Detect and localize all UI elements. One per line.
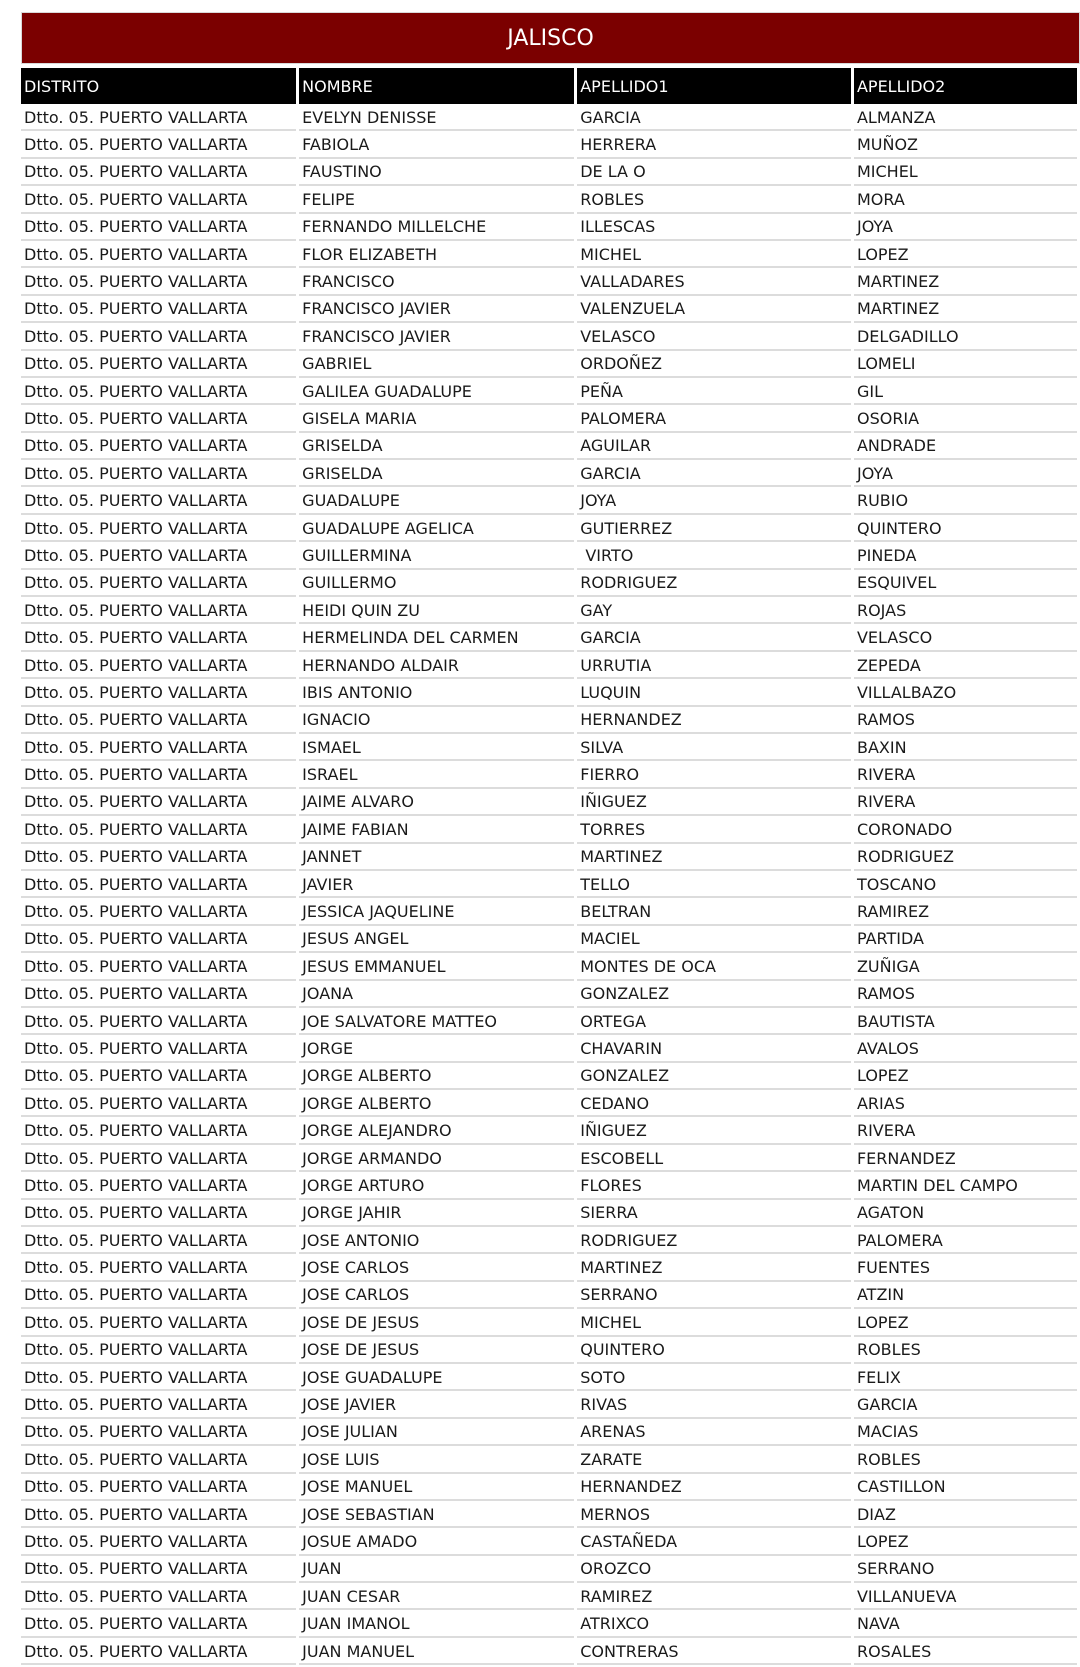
cell-apellido2: MACIAS: [854, 1421, 1077, 1446]
cell-apellido2: ALMANZA: [854, 106, 1077, 131]
column-header-apellido2: APELLIDO2: [854, 68, 1077, 104]
cell-apellido2: BAXIN: [854, 736, 1077, 761]
cell-distrito: Dtto. 05. PUERTO VALLARTA: [21, 1339, 296, 1364]
table-row: [21, 188, 1077, 213]
cell-nombre: ISMAEL: [299, 736, 574, 761]
cell-nombre: JUAN IMANOL: [299, 1612, 574, 1637]
cell-distrito: Dtto. 05. PUERTO VALLARTA: [21, 325, 296, 350]
cell-apellido1: ILLESCAS: [577, 216, 851, 241]
cell-distrito: Dtto. 05. PUERTO VALLARTA: [21, 1366, 296, 1391]
cell-apellido1: SERRANO: [577, 1284, 851, 1309]
cell-distrito: Dtto. 05. PUERTO VALLARTA: [21, 763, 296, 788]
cell-apellido1: RIVAS: [577, 1393, 851, 1418]
cell-distrito: Dtto. 05. PUERTO VALLARTA: [21, 1311, 296, 1336]
cell-apellido1: MICHEL: [577, 243, 851, 268]
table-row: [21, 1476, 1077, 1501]
cell-distrito: Dtto. 05. PUERTO VALLARTA: [21, 654, 296, 679]
cell-nombre: JOSE DE JESUS: [299, 1311, 574, 1336]
cell-distrito: Dtto. 05. PUERTO VALLARTA: [21, 1229, 296, 1254]
table-row: [21, 873, 1077, 898]
cell-apellido1: VELASCO: [577, 325, 851, 350]
cell-distrito: Dtto. 05. PUERTO VALLARTA: [21, 681, 296, 706]
cell-apellido1: GARCIA: [577, 626, 851, 651]
cell-nombre: GRISELDA: [299, 462, 574, 487]
cell-distrito: Dtto. 05. PUERTO VALLARTA: [21, 1037, 296, 1062]
cell-apellido2: MARTINEZ: [854, 298, 1077, 323]
cell-apellido2: AGATON: [854, 1202, 1077, 1227]
cell-distrito: Dtto. 05. PUERTO VALLARTA: [21, 1256, 296, 1281]
cell-nombre: IGNACIO: [299, 709, 574, 734]
table-row: [21, 709, 1077, 734]
cell-apellido1: GONZALEZ: [577, 1065, 851, 1090]
cell-apellido2: VILLANUEVA: [854, 1585, 1077, 1610]
cell-apellido2: MUÑOZ: [854, 133, 1077, 158]
table-row: [21, 1612, 1077, 1637]
cell-apellido2: GARCIA: [854, 1393, 1077, 1418]
cell-distrito: Dtto. 05. PUERTO VALLARTA: [21, 709, 296, 734]
cell-distrito: Dtto. 05. PUERTO VALLARTA: [21, 818, 296, 843]
cell-apellido1: ESCOBELL: [577, 1147, 851, 1172]
cell-apellido2: ROSALES: [854, 1640, 1077, 1665]
column-header-nombre: NOMBRE: [299, 68, 574, 104]
cell-distrito: Dtto. 05. PUERTO VALLARTA: [21, 1092, 296, 1117]
cell-apellido2: PARTIDA: [854, 928, 1077, 953]
cell-apellido2: RUBIO: [854, 489, 1077, 514]
cell-distrito: Dtto. 05. PUERTO VALLARTA: [21, 1393, 296, 1418]
cell-nombre: FRANCISCO JAVIER: [299, 325, 574, 350]
cell-distrito: Dtto. 05. PUERTO VALLARTA: [21, 489, 296, 514]
cell-nombre: JORGE ALEJANDRO: [299, 1119, 574, 1144]
cell-nombre: HERMELINDA DEL CARMEN: [299, 626, 574, 651]
table-row: [21, 846, 1077, 871]
cell-apellido2: LOPEZ: [854, 1065, 1077, 1090]
cell-apellido2: SERRANO: [854, 1558, 1077, 1583]
table-row: [21, 1448, 1077, 1473]
cell-apellido1: BELTRAN: [577, 900, 851, 925]
cell-apellido2: LOPEZ: [854, 1530, 1077, 1555]
cell-distrito: Dtto. 05. PUERTO VALLARTA: [21, 188, 296, 213]
cell-apellido1: URRUTIA: [577, 654, 851, 679]
table-row: [21, 599, 1077, 624]
cell-nombre: JAIME FABIAN: [299, 818, 574, 843]
cell-apellido1: HERNANDEZ: [577, 1476, 851, 1501]
table-row: [21, 133, 1077, 158]
cell-distrito: Dtto. 05. PUERTO VALLARTA: [21, 626, 296, 651]
table-row: [21, 1530, 1077, 1555]
cell-apellido1: ARENAS: [577, 1421, 851, 1446]
cell-apellido1: QUINTERO: [577, 1339, 851, 1364]
cell-apellido1: OROZCO: [577, 1558, 851, 1583]
table-row: [21, 1092, 1077, 1117]
cell-nombre: JOSE SEBASTIAN: [299, 1503, 574, 1528]
cell-apellido2: VELASCO: [854, 626, 1077, 651]
cell-nombre: GUILLERMO: [299, 572, 574, 597]
cell-nombre: FABIOLA: [299, 133, 574, 158]
cell-apellido2: RAMOS: [854, 709, 1077, 734]
cell-distrito: Dtto. 05. PUERTO VALLARTA: [21, 900, 296, 925]
cell-distrito: Dtto. 05. PUERTO VALLARTA: [21, 1284, 296, 1309]
table-row: [21, 1119, 1077, 1144]
cell-apellido1: GARCIA: [577, 462, 851, 487]
cell-apellido2: ANDRADE: [854, 435, 1077, 460]
table-row: [21, 736, 1077, 761]
table-row: [21, 983, 1077, 1008]
cell-distrito: Dtto. 05. PUERTO VALLARTA: [21, 846, 296, 871]
cell-nombre: JORGE ARMANDO: [299, 1147, 574, 1172]
cell-nombre: JOSE JAVIER: [299, 1393, 574, 1418]
cell-apellido2: ATZIN: [854, 1284, 1077, 1309]
cell-nombre: GALILEA GUADALUPE: [299, 380, 574, 405]
cell-distrito: Dtto. 05. PUERTO VALLARTA: [21, 380, 296, 405]
cell-apellido2: ESQUIVEL: [854, 572, 1077, 597]
cell-distrito: Dtto. 05. PUERTO VALLARTA: [21, 791, 296, 816]
cell-distrito: Dtto. 05. PUERTO VALLARTA: [21, 1147, 296, 1172]
cell-nombre: JORGE ARTURO: [299, 1174, 574, 1199]
table-row: [21, 928, 1077, 953]
cell-nombre: JOSE LUIS: [299, 1448, 574, 1473]
cell-apellido1: FIERRO: [577, 763, 851, 788]
cell-nombre: JUAN: [299, 1558, 574, 1583]
cell-apellido1: DE LA O: [577, 161, 851, 186]
cell-apellido2: MARTIN DEL CAMPO: [854, 1174, 1077, 1199]
cell-apellido2: NAVA: [854, 1612, 1077, 1637]
cell-distrito: Dtto. 05. PUERTO VALLARTA: [21, 462, 296, 487]
column-header-apellido1: APELLIDO1: [577, 68, 851, 104]
cell-distrito: Dtto. 05. PUERTO VALLARTA: [21, 572, 296, 597]
table-row: [21, 1503, 1077, 1528]
cell-apellido1: HERRERA: [577, 133, 851, 158]
cell-nombre: GUILLERMINA: [299, 544, 574, 569]
cell-distrito: Dtto. 05. PUERTO VALLARTA: [21, 1119, 296, 1144]
table-row: [21, 161, 1077, 186]
cell-apellido1: ATRIXCO: [577, 1612, 851, 1637]
cell-nombre: FERNANDO MILLELCHE: [299, 216, 574, 241]
table-row: [21, 654, 1077, 679]
cell-nombre: JESUS EMMANUEL: [299, 955, 574, 980]
cell-apellido1: VALENZUELA: [577, 298, 851, 323]
cell-apellido2: RIVERA: [854, 791, 1077, 816]
cell-apellido2: QUINTERO: [854, 517, 1077, 542]
cell-apellido1: RODRIGUEZ: [577, 572, 851, 597]
cell-distrito: Dtto. 05. PUERTO VALLARTA: [21, 1421, 296, 1446]
cell-nombre: JOSE CARLOS: [299, 1256, 574, 1281]
cell-apellido2: LOPEZ: [854, 1311, 1077, 1336]
cell-apellido1: GAY: [577, 599, 851, 624]
cell-nombre: JANNET: [299, 846, 574, 871]
cell-apellido2: PALOMERA: [854, 1229, 1077, 1254]
cell-nombre: JUAN CESAR: [299, 1585, 574, 1610]
table-row: [21, 462, 1077, 487]
cell-nombre: EVELYN DENISSE: [299, 106, 574, 131]
cell-apellido2: LOMELI: [854, 353, 1077, 378]
table-row: [21, 1558, 1077, 1583]
column-header-distrito: DISTRITO: [21, 68, 296, 104]
cell-apellido2: ROJAS: [854, 599, 1077, 624]
cell-apellido2: RAMIREZ: [854, 900, 1077, 925]
table-row: [21, 489, 1077, 514]
cell-distrito: Dtto. 05. PUERTO VALLARTA: [21, 133, 296, 158]
cell-apellido1: MARTINEZ: [577, 1256, 851, 1281]
cell-apellido1: VALLADARES: [577, 270, 851, 295]
cell-distrito: Dtto. 05. PUERTO VALLARTA: [21, 407, 296, 432]
cell-nombre: JORGE ALBERTO: [299, 1065, 574, 1090]
cell-nombre: GUADALUPE AGELICA: [299, 517, 574, 542]
table-row: [21, 1393, 1077, 1418]
cell-distrito: Dtto. 05. PUERTO VALLARTA: [21, 1065, 296, 1090]
cell-distrito: Dtto. 05. PUERTO VALLARTA: [21, 161, 296, 186]
cell-nombre: JAIME ALVARO: [299, 791, 574, 816]
cell-distrito: Dtto. 05. PUERTO VALLARTA: [21, 544, 296, 569]
cell-nombre: JOSE CARLOS: [299, 1284, 574, 1309]
cell-distrito: Dtto. 05. PUERTO VALLARTA: [21, 1585, 296, 1610]
cell-apellido1: MACIEL: [577, 928, 851, 953]
table-row: [21, 1202, 1077, 1227]
table-row: [21, 1585, 1077, 1610]
cell-apellido2: JOYA: [854, 216, 1077, 241]
cell-apellido1: RAMIREZ: [577, 1585, 851, 1610]
cell-distrito: Dtto. 05. PUERTO VALLARTA: [21, 983, 296, 1008]
table-row: [21, 818, 1077, 843]
cell-apellido2: BAUTISTA: [854, 1010, 1077, 1035]
cell-apellido2: FELIX: [854, 1366, 1077, 1391]
cell-apellido1: AGUILAR: [577, 435, 851, 460]
table-row: [21, 353, 1077, 378]
cell-distrito: Dtto. 05. PUERTO VALLARTA: [21, 928, 296, 953]
table-row: [21, 1065, 1077, 1090]
cell-nombre: JOSE MANUEL: [299, 1476, 574, 1501]
cell-apellido1: CEDANO: [577, 1092, 851, 1117]
cell-apellido2: ZEPEDA: [854, 654, 1077, 679]
header-row: [21, 68, 1077, 104]
cell-distrito: Dtto. 05. PUERTO VALLARTA: [21, 1640, 296, 1665]
cell-apellido2: PINEDA: [854, 544, 1077, 569]
table-row: [21, 900, 1077, 925]
cell-apellido1: ORTEGA: [577, 1010, 851, 1035]
cell-distrito: Dtto. 05. PUERTO VALLARTA: [21, 955, 296, 980]
cell-nombre: JOSE ANTONIO: [299, 1229, 574, 1254]
table-row: [21, 1037, 1077, 1062]
cell-apellido2: MARTINEZ: [854, 270, 1077, 295]
cell-apellido2: ZUÑIGA: [854, 955, 1077, 980]
cell-apellido1: CASTAÑEDA: [577, 1530, 851, 1555]
cell-nombre: HERNANDO ALDAIR: [299, 654, 574, 679]
cell-apellido2: TOSCANO: [854, 873, 1077, 898]
cell-apellido1: FLORES: [577, 1174, 851, 1199]
cell-distrito: Dtto. 05. PUERTO VALLARTA: [21, 1530, 296, 1555]
cell-apellido1: PALOMERA: [577, 407, 851, 432]
cell-apellido2: ARIAS: [854, 1092, 1077, 1117]
cell-apellido2: RODRIGUEZ: [854, 846, 1077, 871]
cell-apellido1: GARCIA: [577, 106, 851, 131]
cell-distrito: Dtto. 05. PUERTO VALLARTA: [21, 353, 296, 378]
table-row: [21, 325, 1077, 350]
cell-distrito: Dtto. 05. PUERTO VALLARTA: [21, 1448, 296, 1473]
cell-apellido1: IÑIGUEZ: [577, 1119, 851, 1144]
cell-apellido1: ROBLES: [577, 188, 851, 213]
cell-nombre: JESUS ANGEL: [299, 928, 574, 953]
cell-distrito: Dtto. 05. PUERTO VALLARTA: [21, 599, 296, 624]
cell-distrito: Dtto. 05. PUERTO VALLARTA: [21, 1558, 296, 1583]
cell-apellido1: TORRES: [577, 818, 851, 843]
cell-apellido2: ROBLES: [854, 1339, 1077, 1364]
table-row: [21, 1010, 1077, 1035]
cell-apellido2: AVALOS: [854, 1037, 1077, 1062]
table-row: [21, 1311, 1077, 1336]
cell-apellido1: MERNOS: [577, 1503, 851, 1528]
cell-nombre: JUAN MANUEL: [299, 1640, 574, 1665]
cell-nombre: GISELA MARIA: [299, 407, 574, 432]
cell-nombre: JOSE GUADALUPE: [299, 1366, 574, 1391]
cell-apellido2: OSORIA: [854, 407, 1077, 432]
cell-nombre: JAVIER: [299, 873, 574, 898]
cell-apellido2: LOPEZ: [854, 243, 1077, 268]
table-row: [21, 1147, 1077, 1172]
table-row: [21, 544, 1077, 569]
table-row: [21, 955, 1077, 980]
cell-apellido1: MARTINEZ: [577, 846, 851, 871]
table-row: [21, 1421, 1077, 1446]
cell-apellido2: CASTILLON: [854, 1476, 1077, 1501]
table-row: [21, 681, 1077, 706]
cell-nombre: JORGE ALBERTO: [299, 1092, 574, 1117]
cell-nombre: IBIS ANTONIO: [299, 681, 574, 706]
cell-apellido2: JOYA: [854, 462, 1077, 487]
cell-apellido2: VILLALBAZO: [854, 681, 1077, 706]
cell-apellido1: MICHEL: [577, 1311, 851, 1336]
table-row: [21, 243, 1077, 268]
cell-nombre: JOE SALVATORE MATTEO: [299, 1010, 574, 1035]
cell-apellido2: MORA: [854, 188, 1077, 213]
table-row: [21, 763, 1077, 788]
table-row: [21, 1284, 1077, 1309]
table-row: [21, 1339, 1077, 1364]
cell-apellido1: LUQUIN: [577, 681, 851, 706]
cell-nombre: ISRAEL: [299, 763, 574, 788]
table-row: [21, 1174, 1077, 1199]
cell-apellido1: PEÑA: [577, 380, 851, 405]
cell-apellido2: DIAZ: [854, 1503, 1077, 1528]
candidates-table: [18, 66, 1080, 1667]
cell-nombre: JORGE: [299, 1037, 574, 1062]
cell-distrito: Dtto. 05. PUERTO VALLARTA: [21, 243, 296, 268]
cell-apellido1: CHAVARIN: [577, 1037, 851, 1062]
table-row: [21, 1256, 1077, 1281]
table-row: [21, 298, 1077, 323]
cell-apellido1: HERNANDEZ: [577, 709, 851, 734]
cell-nombre: JORGE JAHIR: [299, 1202, 574, 1227]
cell-nombre: JESSICA JAQUELINE: [299, 900, 574, 925]
cell-nombre: FAUSTINO: [299, 161, 574, 186]
cell-apellido1: GUTIERREZ: [577, 517, 851, 542]
cell-distrito: Dtto. 05. PUERTO VALLARTA: [21, 1010, 296, 1035]
cell-apellido2: FERNANDEZ: [854, 1147, 1077, 1172]
cell-apellido2: RIVERA: [854, 1119, 1077, 1144]
cell-distrito: Dtto. 05. PUERTO VALLARTA: [21, 106, 296, 131]
cell-apellido1: VIRTO: [577, 544, 851, 569]
table-row: [21, 216, 1077, 241]
cell-apellido1: GONZALEZ: [577, 983, 851, 1008]
cell-distrito: Dtto. 05. PUERTO VALLARTA: [21, 1202, 296, 1227]
table-header: [21, 68, 1077, 104]
cell-apellido2: RAMOS: [854, 983, 1077, 1008]
table-row: [21, 626, 1077, 651]
table-row: [21, 106, 1077, 131]
table-row: [21, 791, 1077, 816]
cell-distrito: Dtto. 05. PUERTO VALLARTA: [21, 1476, 296, 1501]
cell-nombre: FLOR ELIZABETH: [299, 243, 574, 268]
cell-nombre: GABRIEL: [299, 353, 574, 378]
cell-nombre: JOSE DE JESUS: [299, 1339, 574, 1364]
cell-apellido2: DELGADILLO: [854, 325, 1077, 350]
cell-apellido2: ROBLES: [854, 1448, 1077, 1473]
cell-apellido1: SOTO: [577, 1366, 851, 1391]
table-row: [21, 270, 1077, 295]
cell-apellido1: ZARATE: [577, 1448, 851, 1473]
cell-distrito: Dtto. 05. PUERTO VALLARTA: [21, 298, 296, 323]
cell-apellido1: MONTES DE OCA: [577, 955, 851, 980]
cell-distrito: Dtto. 05. PUERTO VALLARTA: [21, 1612, 296, 1637]
table-row: [21, 1640, 1077, 1665]
cell-distrito: Dtto. 05. PUERTO VALLARTA: [21, 270, 296, 295]
table-row: [21, 380, 1077, 405]
cell-apellido1: CONTRERAS: [577, 1640, 851, 1665]
cell-apellido1: IÑIGUEZ: [577, 791, 851, 816]
cell-apellido1: SIERRA: [577, 1202, 851, 1227]
cell-distrito: Dtto. 05. PUERTO VALLARTA: [21, 435, 296, 460]
cell-distrito: Dtto. 05. PUERTO VALLARTA: [21, 216, 296, 241]
cell-nombre: FELIPE: [299, 188, 574, 213]
cell-distrito: Dtto. 05. PUERTO VALLARTA: [21, 1503, 296, 1528]
state-title-banner: JALISCO: [21, 12, 1080, 64]
table-row: [21, 1366, 1077, 1391]
cell-distrito: Dtto. 05. PUERTO VALLARTA: [21, 736, 296, 761]
cell-nombre: FRANCISCO JAVIER: [299, 298, 574, 323]
cell-apellido1: RODRIGUEZ: [577, 1229, 851, 1254]
cell-apellido2: FUENTES: [854, 1256, 1077, 1281]
cell-apellido2: GIL: [854, 380, 1077, 405]
cell-apellido2: MICHEL: [854, 161, 1077, 186]
table-row: [21, 517, 1077, 542]
table-row: [21, 572, 1077, 597]
table-row: [21, 407, 1077, 432]
cell-apellido1: TELLO: [577, 873, 851, 898]
cell-apellido1: JOYA: [577, 489, 851, 514]
cell-nombre: HEIDI QUIN ZU: [299, 599, 574, 624]
cell-nombre: JOSE JULIAN: [299, 1421, 574, 1446]
table-row: [21, 1229, 1077, 1254]
cell-apellido2: RIVERA: [854, 763, 1077, 788]
cell-nombre: FRANCISCO: [299, 270, 574, 295]
cell-distrito: Dtto. 05. PUERTO VALLARTA: [21, 873, 296, 898]
cell-nombre: GRISELDA: [299, 435, 574, 460]
cell-distrito: Dtto. 05. PUERTO VALLARTA: [21, 1174, 296, 1199]
cell-apellido1: ORDOÑEZ: [577, 353, 851, 378]
cell-nombre: GUADALUPE: [299, 489, 574, 514]
cell-distrito: Dtto. 05. PUERTO VALLARTA: [21, 517, 296, 542]
cell-nombre: JOSUE AMADO: [299, 1530, 574, 1555]
cell-apellido2: CORONADO: [854, 818, 1077, 843]
document-page: [21, 12, 1080, 1667]
table-row: [21, 435, 1077, 460]
table-body: [21, 106, 1077, 1665]
cell-nombre: JOANA: [299, 983, 574, 1008]
cell-apellido1: SILVA: [577, 736, 851, 761]
